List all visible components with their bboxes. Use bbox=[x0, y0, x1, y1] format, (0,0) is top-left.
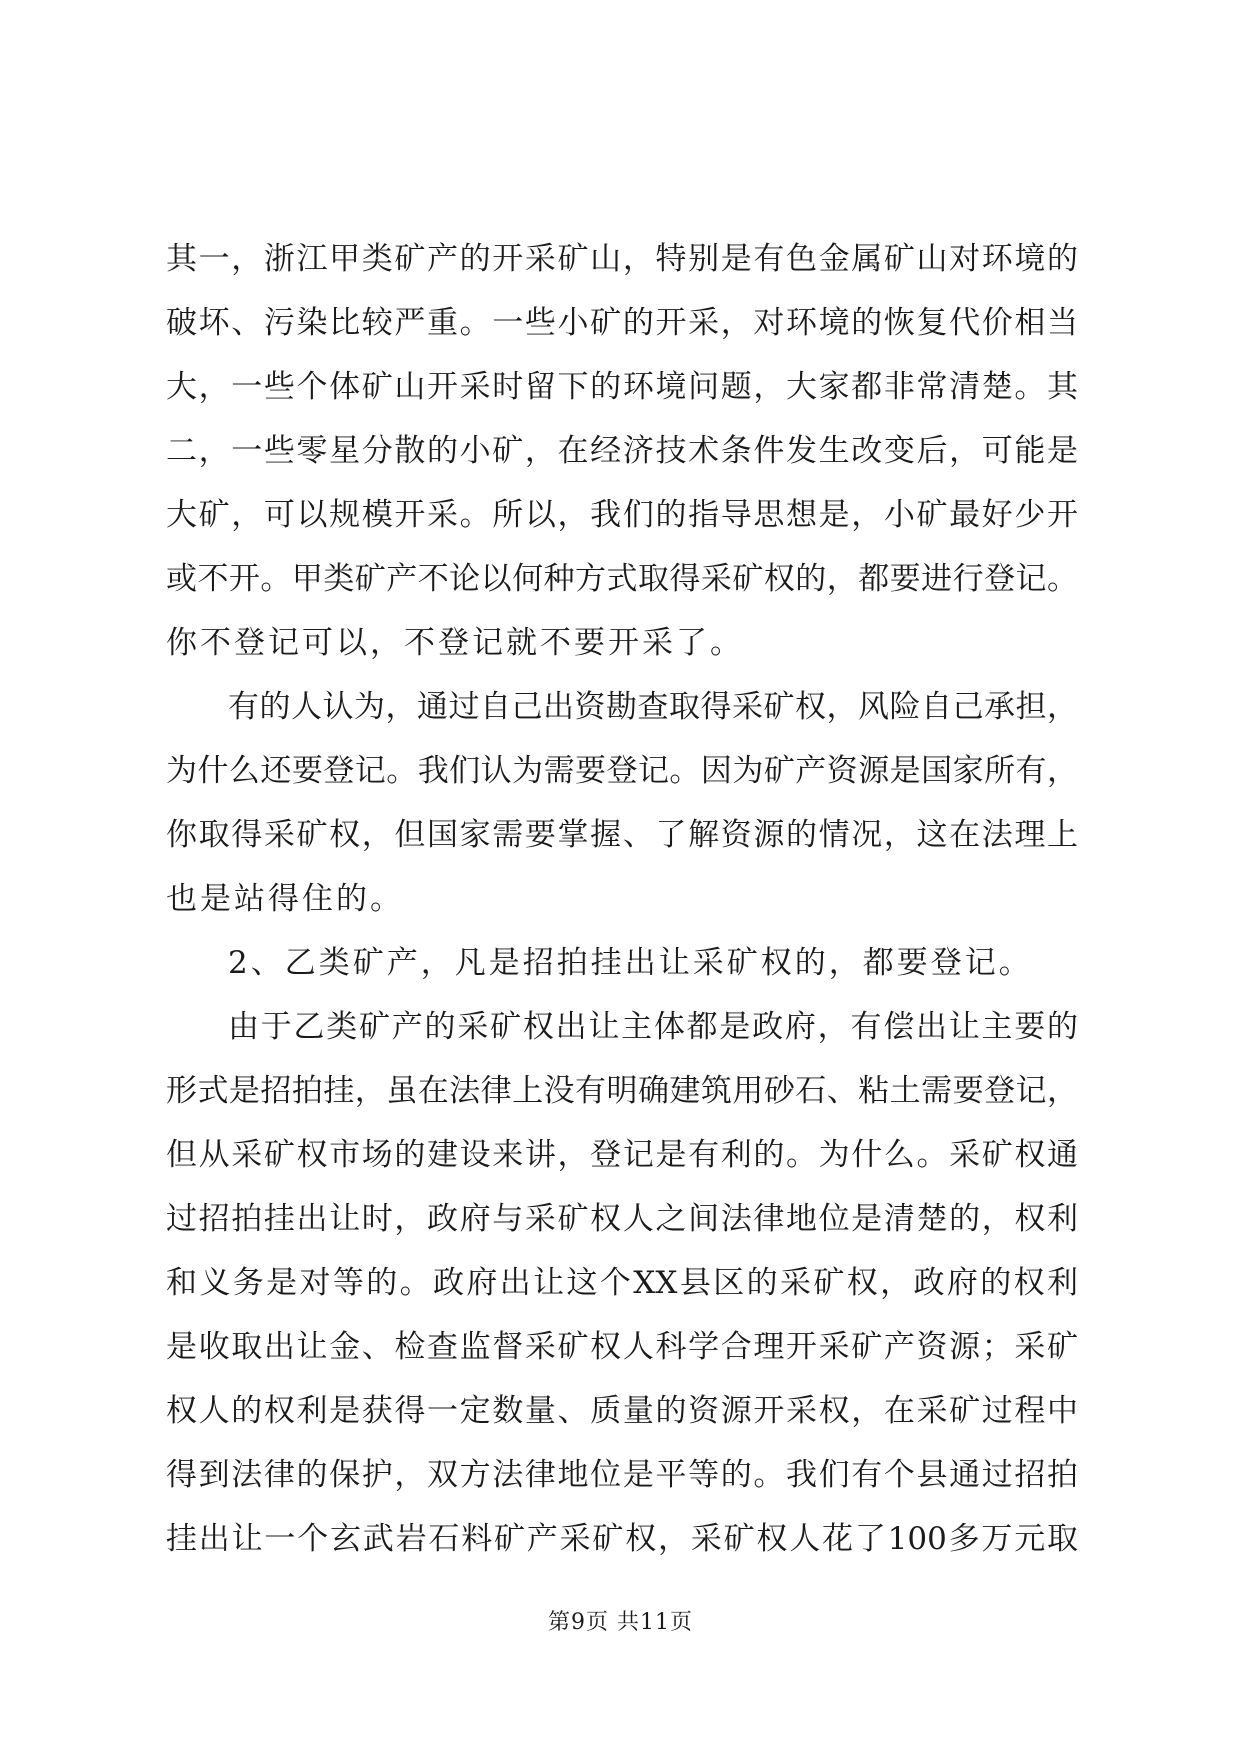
text-line: 大，一些个体矿山开采时留下的环境问题，大家都非常清楚。其 bbox=[166, 369, 1078, 405]
document-body bbox=[166, 227, 1078, 1571]
text-line: 2、乙类矿产，凡是招拍挂出让采矿权的，都要登记。 bbox=[228, 945, 1033, 981]
text-line: 和义务是对等的。政府出让这个XX县区的采矿权，政府的权利 bbox=[166, 1265, 1078, 1301]
text-line: 为什么还要登记。我们认为需要登记。因为矿产资源是国家所有， bbox=[166, 753, 1078, 789]
text-line: 其一，浙江甲类矿产的开采矿山，特别是有色金属矿山对环境的 bbox=[166, 241, 1078, 277]
page-footer: 第9页 共11页 bbox=[548, 1610, 693, 1635]
text-line: 权人的权利是获得一定数量、质量的资源开采权，在采矿过程中 bbox=[166, 1393, 1078, 1429]
text-line: 形式是招拍挂，虽在法律上没有明确建筑用砂石、粘土需要登记， bbox=[166, 1073, 1078, 1109]
text-line: 你取得采矿权，但国家需要掌握、了解资源的情况，这在法理上 bbox=[166, 817, 1078, 853]
text-line: 挂出让一个玄武岩石料矿产采矿权，采矿权人花了100多万元取 bbox=[166, 1521, 1078, 1557]
text-line: 大矿，可以规模开采。所以，我们的指导思想是，小矿最好少开 bbox=[166, 497, 1078, 533]
text-line: 你不登记可以，不登记就不要开采了。 bbox=[166, 625, 744, 661]
text-line: 二，一些零星分散的小矿，在经济技术条件发生改变后，可能是 bbox=[166, 433, 1078, 469]
text-line: 有的人认为，通过自己出资勘查取得采矿权，风险自己承担， bbox=[228, 689, 1078, 725]
text-line: 是收取出让金、检查监督采矿权人科学合理开采矿产资源；采矿 bbox=[166, 1329, 1078, 1365]
text-line: 也是站得住的。 bbox=[166, 881, 404, 917]
text-line: 过招拍挂出让时，政府与采矿权人之间法律地位是清楚的，权利 bbox=[166, 1201, 1078, 1237]
text-line: 破坏、污染比较严重。一些小矿的开采，对环境的恢复代价相当 bbox=[166, 305, 1078, 341]
text-line: 得到法律的保护，双方法律地位是平等的。我们有个县通过招拍 bbox=[166, 1457, 1078, 1493]
text-line: 但从采矿权市场的建设来讲，登记是有利的。为什么。采矿权通 bbox=[166, 1137, 1078, 1173]
text-line: 或不开。甲类矿产不论以何种方式取得采矿权的，都要进行登记。 bbox=[166, 561, 1078, 597]
text-line: 由于乙类矿产的采矿权出让主体都是政府，有偿出让主要的 bbox=[228, 1009, 1078, 1045]
